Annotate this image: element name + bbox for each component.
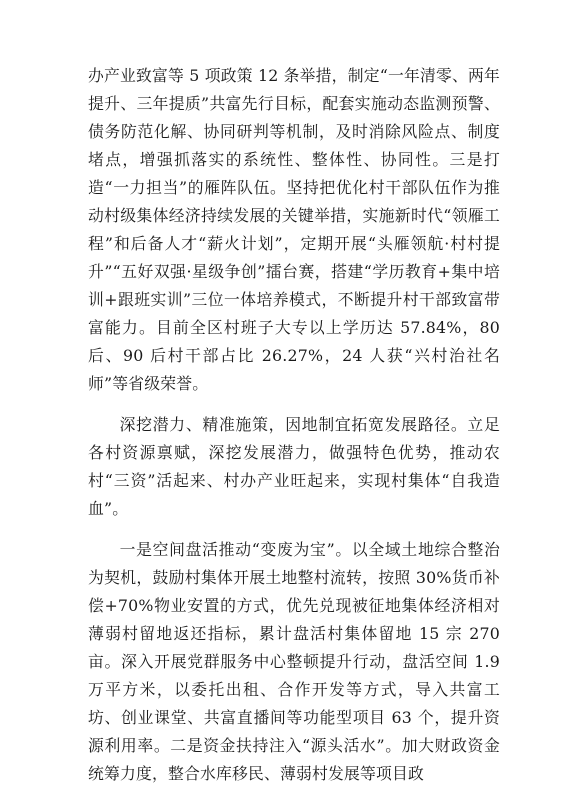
paragraph-2: 深挖潜力、精准施策，因地制宜拓宽发展路径。立足各村资源禀赋，深挖发展潜力，做强特色优势，推动农村“三资”活起来、村办产业旺起来，实现村集体“自我造血”。	[88, 415, 500, 518]
paragraph-1: 办产业致富等 5 项政策 12 条举措，制定“一年清零、两年提升、三年提质”共富先行目标，配套实施动态监测预警、债务防范化解、协同研判等机制，及时消除风险点、制度堵点，增强抓落实的系统性、整体性、协同性。三是打造“一力担当”的雁阵队伍。坚持把优化村干部队伍作为推动村级集体经济持续发展的关键举措，实施新时代“领雁工程”和后备人才“薪火计划”，定期开展“头雁领航·村村提升”“五好双强·星级争创”擂台赛，搭建“学历教育+集中培训+跟班实训”三位一体培养模式，不断提升村干部致富带富能力。目前全区村班子大专以上学历达 57.84%，80 后、90 后村干部占比 26.27%，24 人获“兴村治社名师”等省级荣誉。	[88, 66, 500, 393]
paragraph-3: 一是空间盘活推动“变废为宝”。以全域土地综合整治为契机，鼓励村集体开展土地整村流转，按照 30%货币补偿+70%物业安置的方式，优先兑现被征地集体经济相对薄弱村留地返还指标，累计盘活村集体留地 15 宗 270 亩。深入开展党群服务中心整顿提升行动，盘活空间 1.9 万平方米，以委托出租、合作开发等方式，导入共富工坊、创业课堂、共富直播间等功能型项目 63 个，提升资源利用率。二是资金扶持注入“源头活水”。加大财政资金统筹力度，整合水库移民、薄弱村发展等项目政	[88, 540, 500, 783]
document-body	[88, 62, 500, 801]
